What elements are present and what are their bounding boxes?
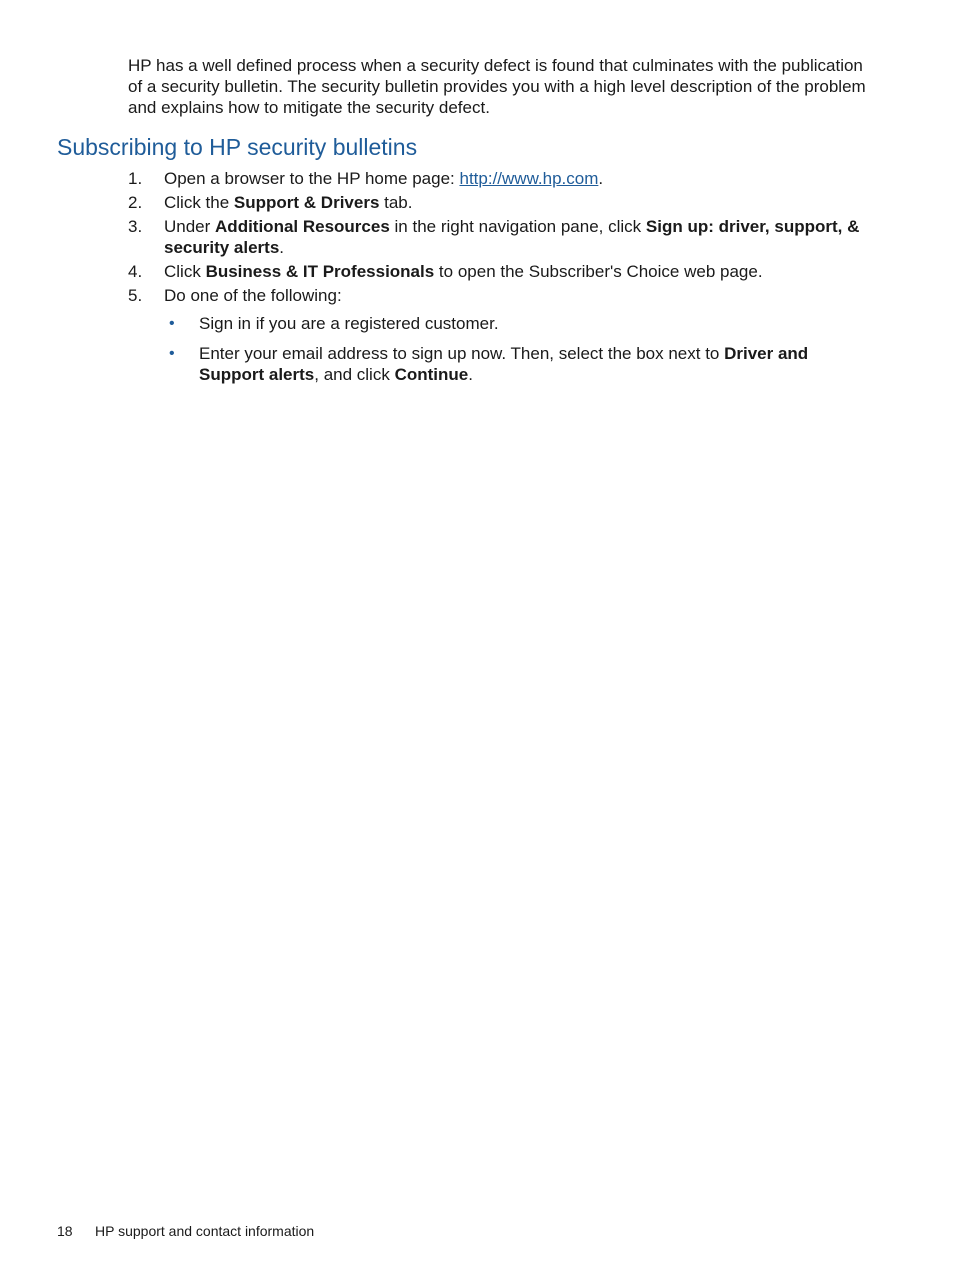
text: tab. xyxy=(379,193,413,212)
text: . xyxy=(598,169,604,188)
text: Enter your email address to sign up now. Then, select the box next to xyxy=(199,344,725,363)
bold-term: Sign up: driver, support, & security alerts xyxy=(164,217,860,257)
bold-term: Continue xyxy=(394,365,469,384)
intro-paragraph: HP has a well defined process when a security defect is found that culminates with the publication of a security bulletin. The security bulletin provides you with a high level description of the problem and explains how to mitigate the security defect. xyxy=(128,56,866,117)
text: Click the xyxy=(164,193,234,212)
steps-list xyxy=(128,168,870,394)
bullet-list xyxy=(164,313,870,385)
text: Click xyxy=(164,262,206,281)
text: Under xyxy=(164,217,216,236)
step-text xyxy=(164,169,603,188)
bullet-text xyxy=(199,344,808,384)
step-text xyxy=(164,193,413,212)
step-3 xyxy=(128,216,870,258)
step-number: 4. xyxy=(128,262,143,281)
step-2 xyxy=(128,192,870,213)
hp-home-link[interactable]: http://www.hp.com xyxy=(459,169,599,188)
step-number: 3. xyxy=(128,217,143,236)
bullet-icon: • xyxy=(169,345,175,362)
step-5 xyxy=(128,285,870,385)
text: , and click xyxy=(314,365,395,384)
step-text xyxy=(164,217,859,257)
text: . xyxy=(468,365,473,384)
section-heading: Subscribing to HP security bulletins xyxy=(57,134,418,160)
step-4 xyxy=(128,261,870,282)
step-number: 2. xyxy=(128,193,143,212)
text: . xyxy=(279,238,285,257)
text: Open a browser to the HP home page: xyxy=(164,169,460,188)
page-number: 18 xyxy=(57,1223,73,1239)
bold-term: Driver and Support alerts xyxy=(199,344,809,384)
step-number: 5. xyxy=(128,286,143,305)
bullet-item xyxy=(164,313,870,334)
bold-term: Support & Drivers xyxy=(233,193,380,212)
step-number: 1. xyxy=(128,169,143,188)
step-text xyxy=(164,262,763,281)
bullet-item xyxy=(164,343,870,385)
bold-term: Business & IT Professionals xyxy=(205,262,435,281)
bold-term: Additional Resources xyxy=(215,217,390,236)
text: in the right navigation pane, click xyxy=(389,217,646,236)
step-text: Do one of the following: xyxy=(164,286,342,305)
page-footer xyxy=(57,1222,314,1240)
step-1 xyxy=(128,168,870,189)
footer-title: HP support and contact information xyxy=(95,1223,315,1239)
bullet-icon: • xyxy=(169,315,175,332)
text: to open the Subscriber's Choice web page. xyxy=(434,262,763,281)
bullet-text: Sign in if you are a registered customer. xyxy=(199,314,499,333)
